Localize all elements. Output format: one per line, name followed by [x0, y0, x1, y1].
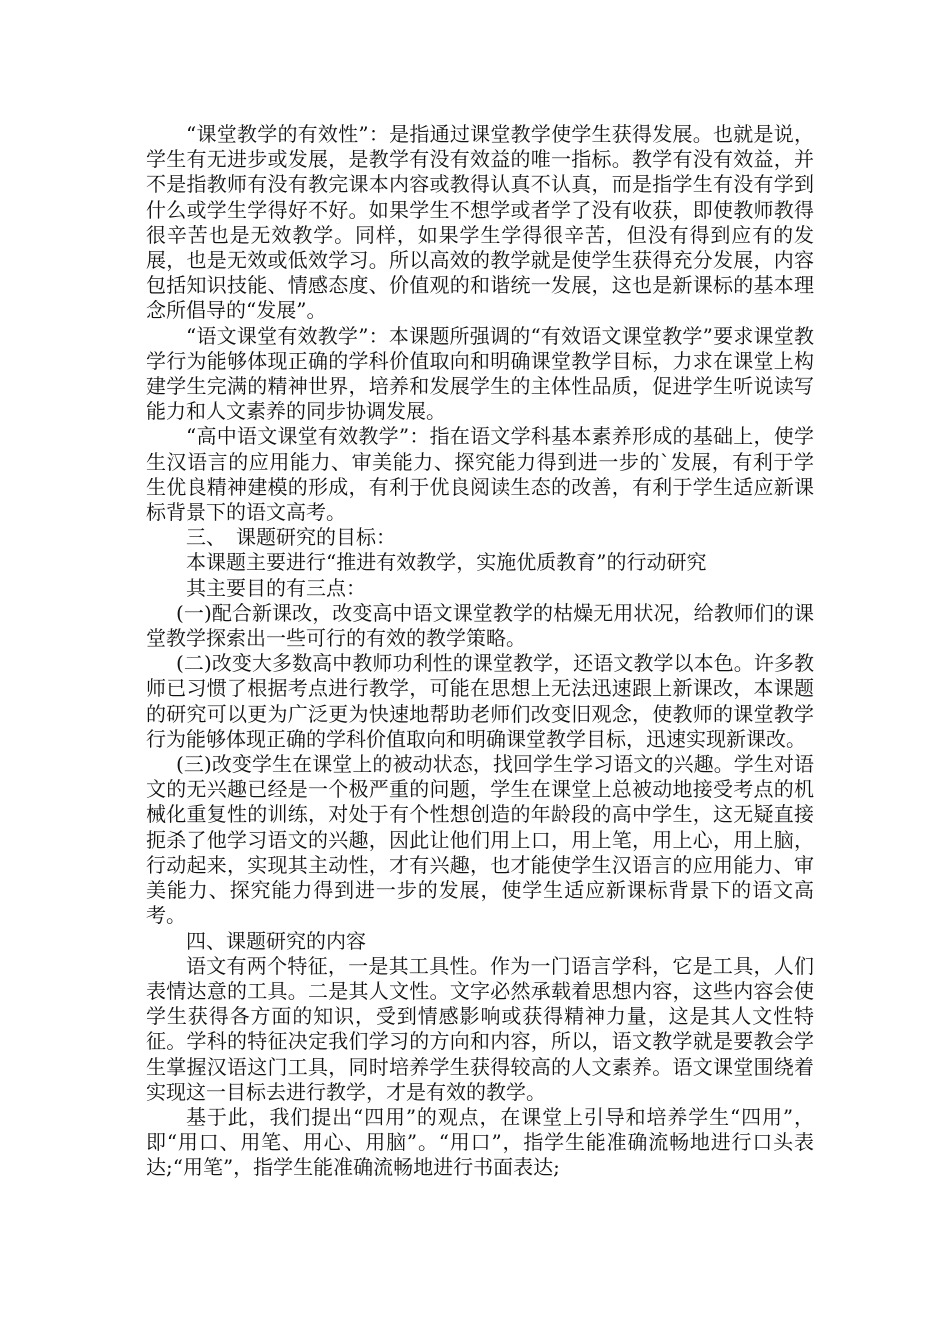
goal-item-2: (二)改变大多数高中教师功利性的课堂教学，还语文教学以本色。许多教师已习惯了根据考点进行教学，可能在思想上无法迅速跟上新课改，本课题的研究可以更为广泛更为快速地帮助老师们改变旧观念，使教师的课堂教学行为能够体现正确的学科价值取向和明确课堂教学目标，迅速实现新课改。 [146, 651, 814, 751]
section-heading-content: 四、课题研究的内容 [186, 928, 366, 953]
paragraph-three-goals-intro: 其主要目的有三点： [186, 575, 366, 600]
section-heading-goals: 三、 课题研究的目标： [186, 525, 396, 550]
paragraph-four-uses: 基于此，我们提出“四用”的观点，在课堂上引导和培养学生“四用”，即“用口、用笔、用心、用脑”。“用口”，指学生能准确流畅地进行口头表达;“用笔”，指学生能准确流畅地进行书面表达; [146, 1104, 814, 1180]
paragraph-action-research: 本课题主要进行“推进有效教学，实施优质教育”的行动研究 [186, 550, 707, 575]
document-body [146, 122, 814, 1181]
paragraph-classroom-effectiveness: “课堂教学的有效性”：是指通过课堂教学使学生获得发展。也就是说，学生有无进步或发展，是教学有没有效益的唯一指标。教学有没有效益，并不是指教师有没有教完课本内容或教得认真不认真，而是指学生有没有学到什么或学生学得好不好。如果学生不想学或者学了没有收获，即使教师教得很辛苦也是无效教学。同样，如果学生学得很辛苦，但没有得到应有的发展，也是无效或低效学习。所以高效的教学就是使学生获得充分发展，内容包括知识技能、情感态度、价值观的和谐统一发展，这也是新课标的基本理念所倡导的“发展”。 [146, 122, 814, 323]
goal-item-1: (一)配合新课改，改变高中语文课堂教学的枯燥无用状况，给教师们的课堂教学探索出一些可行的有效的教学策略。 [146, 600, 814, 651]
goal-item-3: (三)改变学生在课堂上的被动状态，找回学生学习语文的兴趣。学生对语文的无兴趣已经是一个极严重的问题，学生在课堂上总被动地接受考点的机械化重复性的训练，对处于有个性想创造的年龄段的高中学生，这无疑直接扼杀了他学习语文的兴趣，因此让他们用上口，用上笔，用上心，用上脑，行动起来，实现其主动性，才有兴趣，也才能使学生汉语言的应用能力、审美能力、探究能力得到进一步的发展，使学生适应新课标背景下的语文高考。 [146, 752, 814, 928]
paragraph-two-features: 语文有两个特征，一是其工具性。作为一门语言学科，它是工具，人们表情达意的工具。二是其人文性。文字必然承载着思想内容，这些内容会使学生获得各方面的知识，受到情感影响或获得精神力量，这是其人文性特征。学科的特征决定我们学习的方向和内容，所以，语文教学就是要教会学生掌握汉语这门工具，同时培养学生获得较高的人文素养。语文课堂围绕着实现这一目标去进行教学，才是有效的教学。 [146, 953, 814, 1104]
paragraph-chinese-effective-teaching: “语文课堂有效教学”：本课题所强调的“有效语文课堂教学”要求课堂教学行为能够体现正确的学科价值取向和明确课堂教学目标，力求在课堂上构建学生完满的精神世界，培养和发展学生的主体性品质，促进学生听说读写能力和人文素养的同步协调发展。 [146, 323, 814, 424]
paragraph-high-school-effective-teaching: “高中语文课堂有效教学”：指在语文学科基本素养形成的基础上，使学生汉语言的应用能力、审美能力、探究能力得到进一步的`发展，有利于学生优良精神建模的形成，有利于优良阅读生态的改善，有利于学生适应新课标背景下的语文高考。 [146, 424, 814, 525]
